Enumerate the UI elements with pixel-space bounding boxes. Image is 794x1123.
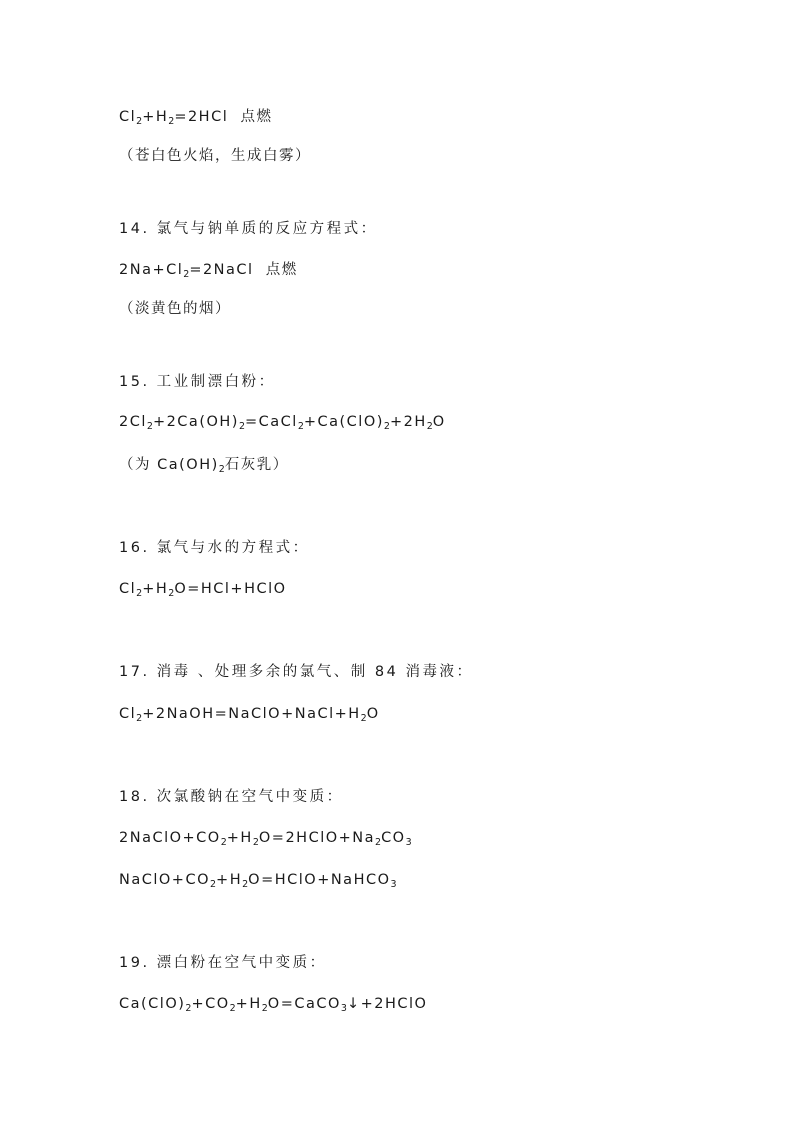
equation-bleach-decay: $Ca(ClO)_2+CO_2+H_2O=CaCO_3↓+2HClO$: [119, 996, 428, 1014]
equation-na-cl2: $2Na+Cl_2=2NaCl$ 点燃: [119, 262, 298, 280]
note-lime-milk: （为 $Ca(OH)_2$石灰乳）: [119, 457, 289, 475]
heading-18: 18. 次氯酸钠在空气中变质：: [119, 789, 344, 805]
heading-15: 15. 工业制漂白粉：: [119, 374, 276, 390]
note-yellow-smoke: （淡黄色的烟）: [119, 301, 231, 317]
equation-bleach-powder: $2Cl_2+2Ca(OH)_2=CaCl_2+Ca(ClO)_2+2H_2O$: [119, 414, 446, 432]
note-pale-flame: （苍白色火焰，生成白雾）: [119, 148, 311, 164]
heading-14: 14. 氯气与钠单质的反应方程式：: [119, 221, 378, 237]
heading-17: 17. 消毒 、处理多余的氯气、制 84 消毒液：: [119, 664, 474, 680]
equation-naclo-decay-1: $2NaClO+CO_2+H_2O=2HClO+Na_2CO_3$: [119, 830, 412, 848]
heading-19: 19. 漂白粉在空气中变质：: [119, 955, 327, 971]
heading-16: 16. 氯气与水的方程式：: [119, 540, 310, 556]
equation-cl2-water: $Cl_2+H_2O=HCl+HClO$: [119, 581, 287, 599]
equation-naclo-decay-2: $NaClO+CO_2+H_2O=HClO+NaHCO_3$: [119, 872, 397, 890]
equation-cl2-h2: $Cl_2+H_2=2HCl$ 点燃: [119, 109, 273, 127]
equation-cl2-naoh: $Cl_2+2NaOH=NaClO+NaCl+H_2O$: [119, 706, 380, 724]
